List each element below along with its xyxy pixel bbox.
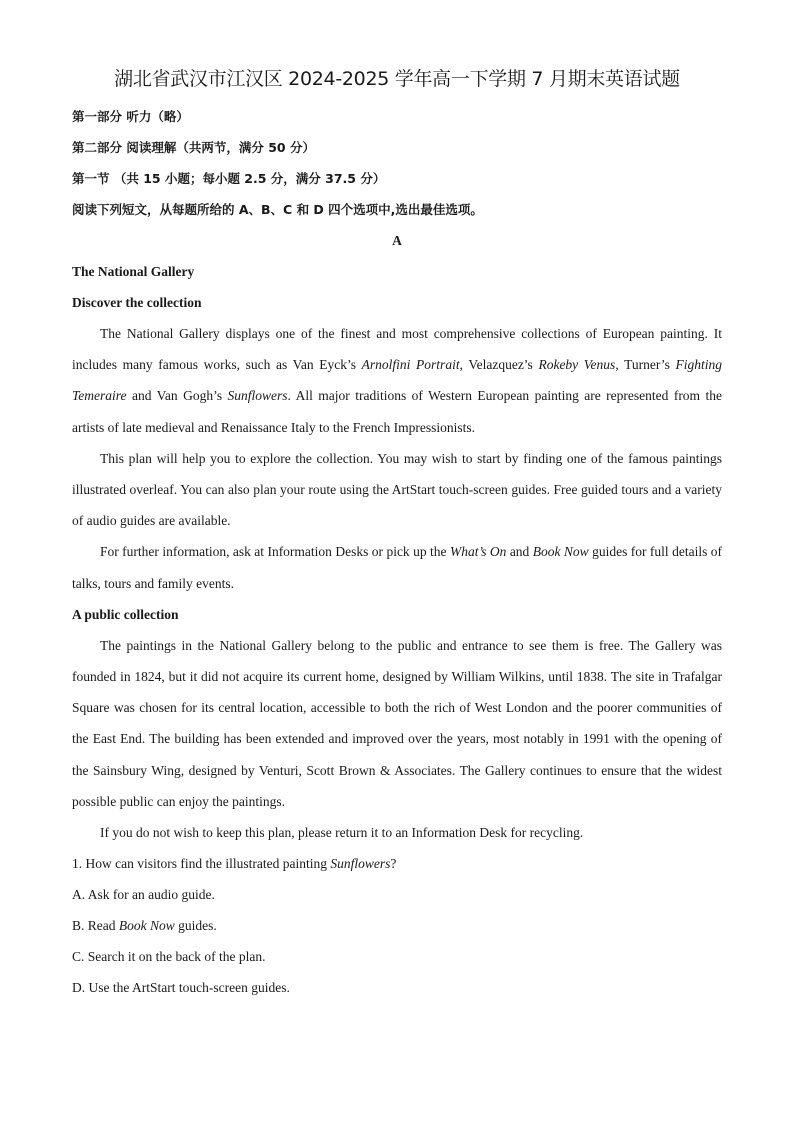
paragraph-3: For further information, ask at Information Desks or pick up the What’s On and Book Now guides for full details of talks, tours and family events. — [72, 544, 722, 591]
artwork-title: Fighting Temeraire — [72, 357, 722, 404]
paragraph-2: This plan will help you to explore the collection. You may wish to start by finding one of the famous paintings illustrated overleaf. You can also plan your route using the ArtStart touch-screen guides. Free guided tours and a variety of audio guides are available. — [72, 450, 722, 529]
paragraph-1: The National Gallery displays one of the finest and most comprehensive collections of European painting. It includes many famous works, such as Van Eyck’s Arnolfini Portrait, Velazquez’s Rokeby Venus, Turner’s Fighting Temeraire and Van Gogh’s Sunflowers. All major traditions of Western European painting are represented from the artists of late medieval and Renaissance Italy to the French Impressionists. — [72, 326, 722, 435]
option-b: B. Read Book Now guides. — [72, 918, 217, 934]
passage-label: A — [392, 233, 402, 248]
artwork-title: Sunflowers — [227, 388, 288, 404]
question-1-stem: 1. How can visitors find the illustrated painting Sunflowers? — [72, 856, 397, 872]
part2-heading: 第二部分 阅读理解（共两节，满分 50 分） — [72, 140, 315, 155]
guide-title: Book Now — [532, 544, 589, 560]
section1-heading: 第一节 （共 15 小题；每小题 2.5 分，满分 37.5 分） — [72, 171, 386, 186]
guide-title: What’s On — [449, 544, 507, 560]
option-c: C. Search it on the back of the plan. — [72, 949, 266, 965]
paragraph-4: The paintings in the National Gallery belong to the public and entrance to see them is free. The Gallery was founded in 1824, but it did not acquire its current home, designed by William Wilkins, until 1838. The site in Trafalgar Square was chosen for its central location, accessible to both the rich of West London and the poorer communities of the East End. The building has been extended and improved over the years, most notably in 1991 with the opening of the Sainsbury Wing, designed by Venturi, Scott Brown & Associates. The Gallery continues to ensure that the widest possible public can enjoy the paintings. — [72, 637, 722, 809]
exam-title: 湖北省武汉市江汉区 2024-2025 学年高一下学期 7 月期末英语试题 — [114, 68, 680, 90]
artwork-title: Rokeby Venus — [538, 357, 616, 373]
part1-heading: 第一部分 听力（略） — [72, 109, 189, 124]
artwork-title: Arnolfini Portrait — [361, 357, 460, 373]
section-heading-public: A public collection — [72, 606, 179, 622]
paragraph-5: If you do not wish to keep this plan, please return it to an Information Desk for recycling. — [100, 825, 584, 841]
option-d: D. Use the ArtStart touch-screen guides. — [72, 980, 290, 996]
instructions: 阅读下列短文，从每题所给的 A、B、C 和 D 四个选项中,选出最佳选项。 — [72, 202, 483, 217]
passage-title: The National Gallery — [72, 264, 195, 279]
section-heading-discover: Discover the collection — [72, 295, 202, 310]
option-a: A. Ask for an audio guide. — [72, 887, 215, 903]
exam-page — [72, 64, 722, 1003]
